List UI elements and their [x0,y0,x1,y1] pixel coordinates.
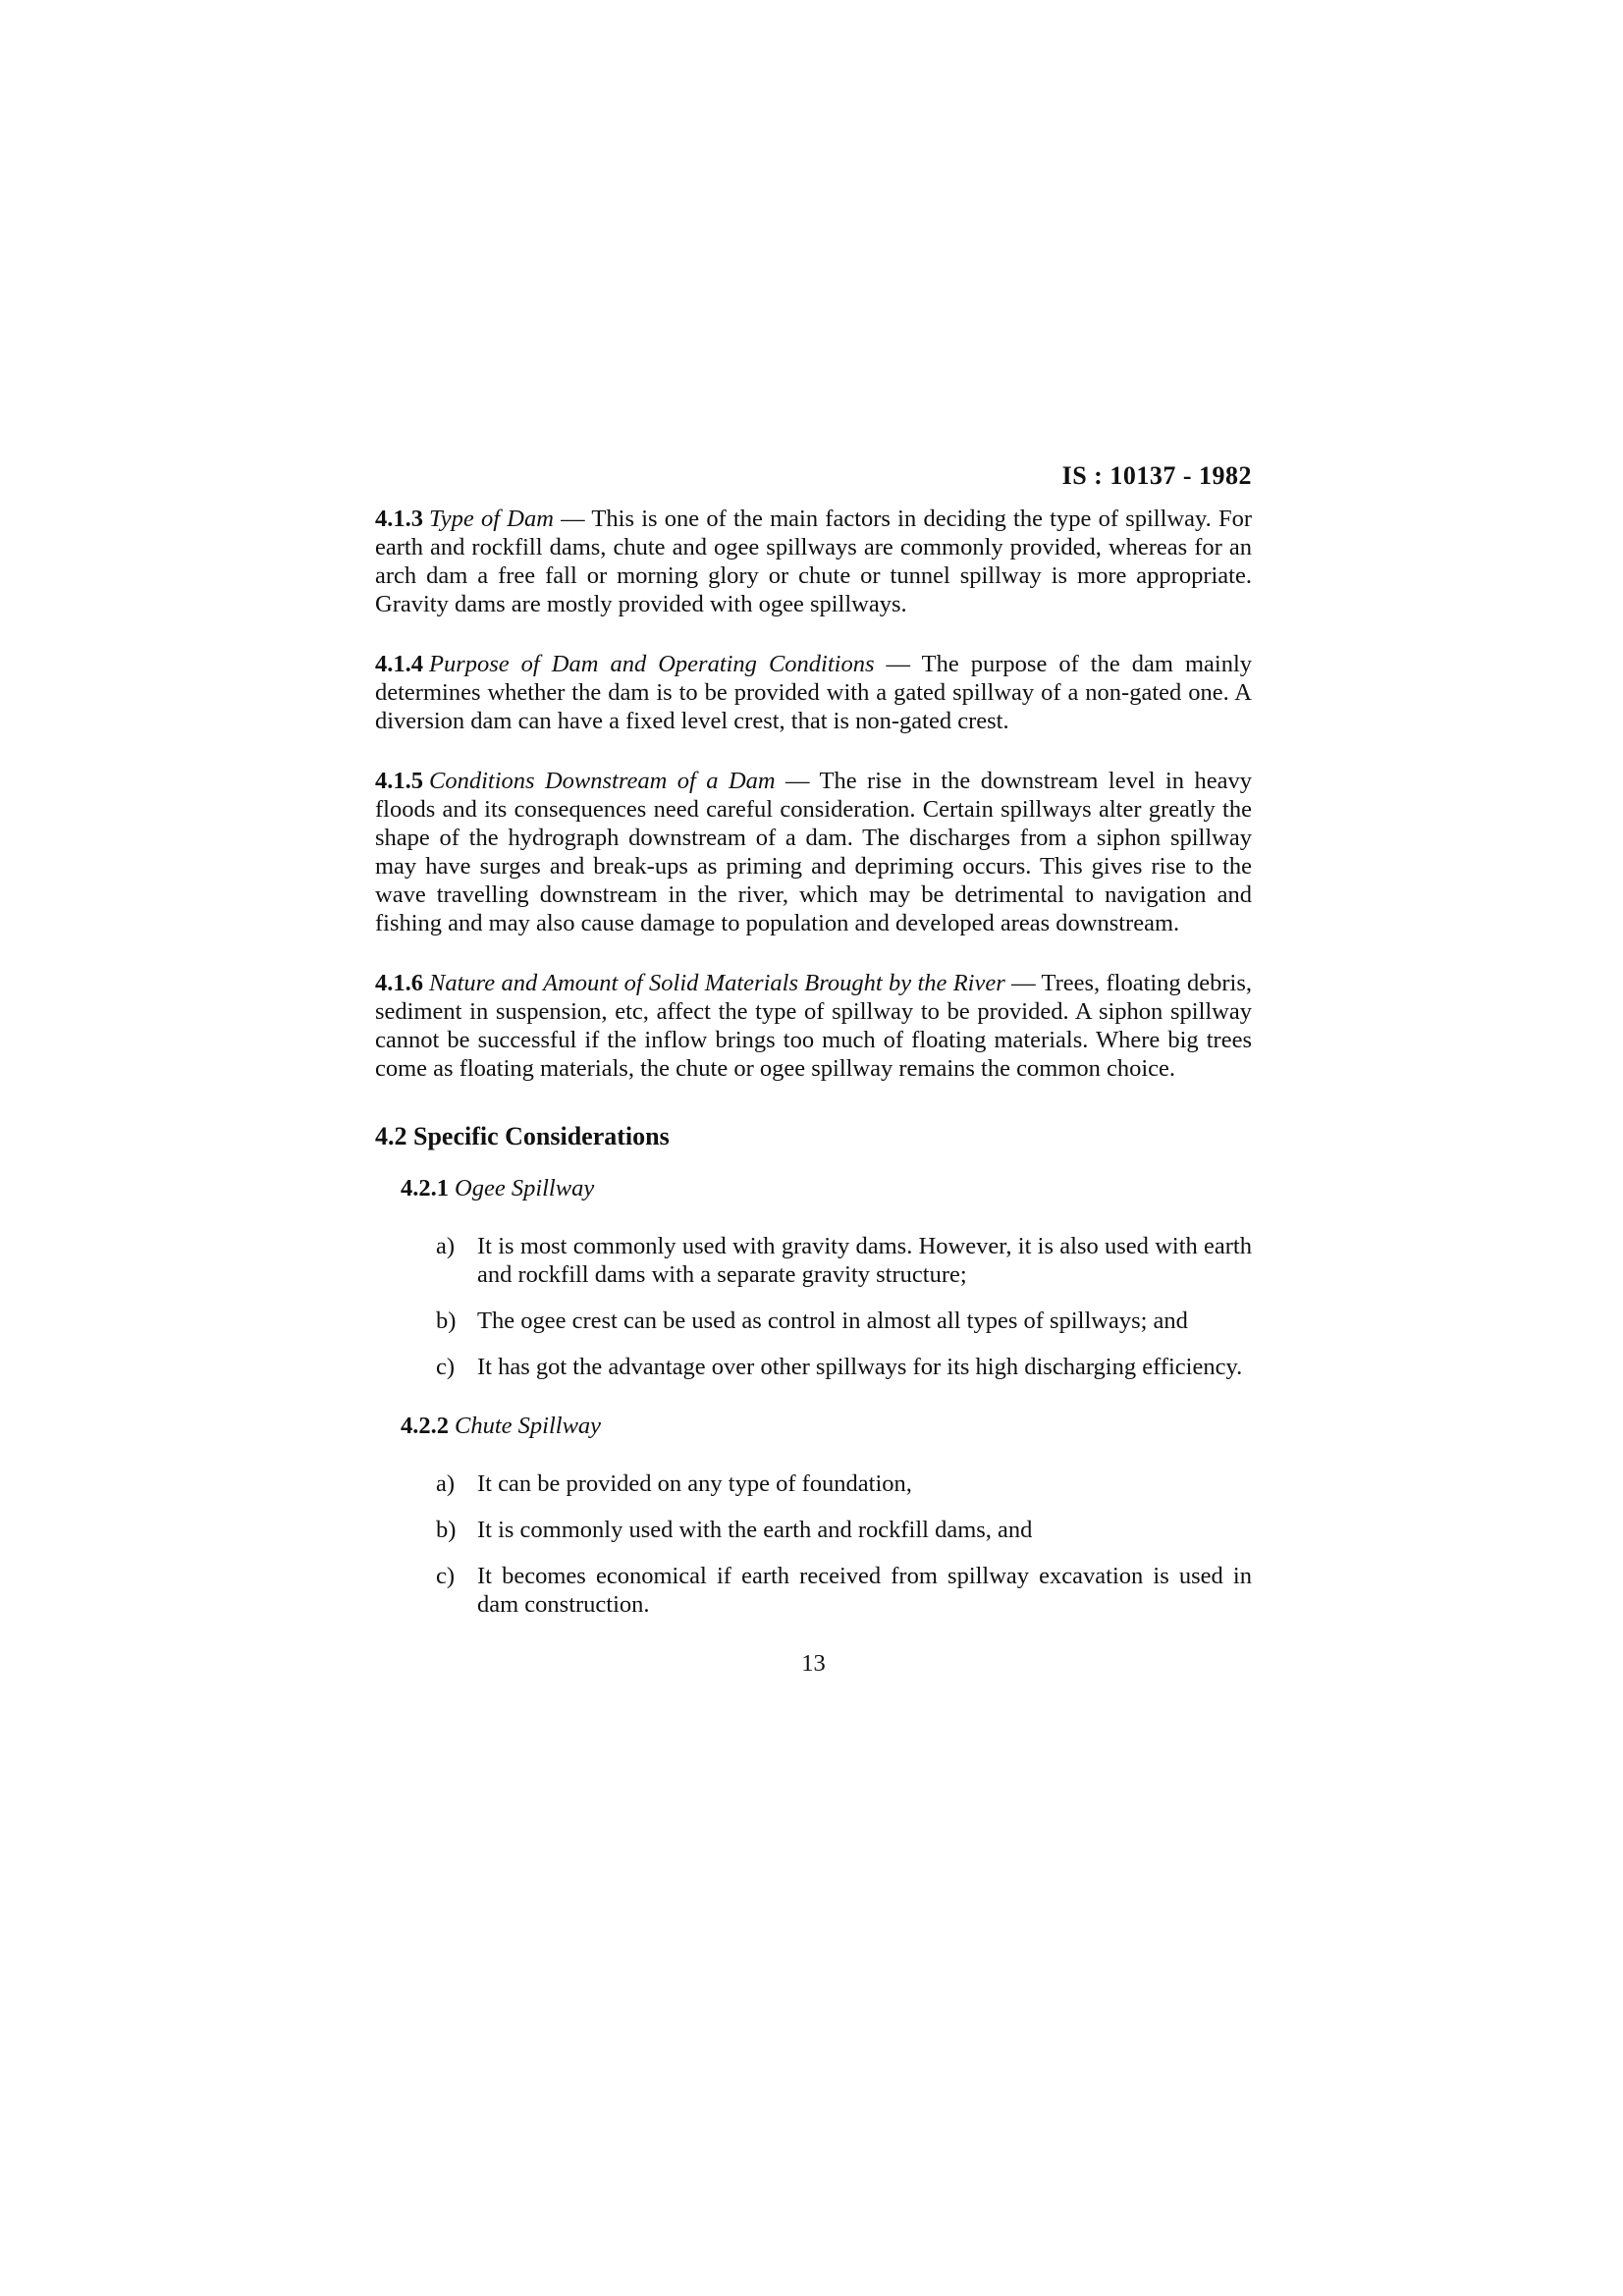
list-item-text: It is commonly used with the earth and rockfill dams, and [477,1517,1033,1543]
list-item [436,1232,1252,1289]
list-marker: a) [436,1470,456,1497]
clause-title: Nature and Amount of Solid Materials Brought by the River [429,970,1005,996]
clause-4-1-6 [375,969,1252,1083]
clause-title: Type of Dam [429,506,554,532]
clause-text: — The purpose of the dam mainly determines whether the dam is to be provided with a gated spillway of a non-gated one. A diversion dam can have a fixed level crest, that is non-gated crest. [375,651,1252,734]
section-title: Specific Considerations [413,1122,670,1150]
list-item-text: It has got the advantage over other spillways for its high discharging efficiency. [477,1354,1243,1380]
list-marker: a) [436,1233,456,1259]
list-item-text: It is most commonly used with gravity dams. However, it is also used with earth and rockfill dams with a separate gravity structure; [477,1233,1252,1288]
subsection-number: 4.2.1 [401,1175,449,1201]
list-item [436,1307,1252,1335]
list-marker: b) [436,1517,457,1543]
clause-title: Conditions Downstream of a Dam [429,768,776,794]
clause-text: — The rise in the downstream level in heavy floods and its consequences need careful consideration. Certain spillways alter greatly the shape of the hydrograph downstream of a dam. The discharges from a siphon spillway may have surges and break-ups as priming and depriming occurs. This gives rise to the wave travelling downstream in the river, which may be detrimental to navigation and fishing and may also cause damage to population and developed areas downstream. [375,768,1252,936]
section-heading-4-2 [375,1122,1252,1151]
chute-spillway-list [436,1469,1252,1619]
section-number: 4.2 [375,1122,407,1150]
list-marker: b) [436,1308,457,1334]
subsection-title: Ogee Spillway [455,1175,595,1201]
subsection-title: Chute Spillway [455,1413,602,1439]
list-marker: c) [436,1354,456,1380]
document-page [375,461,1252,1678]
clause-4-1-3 [375,505,1252,618]
page-number: 13 [801,1650,826,1677]
list-item-text: The ogee crest can be used as control in almost all types of spillways; and [477,1308,1188,1334]
subsection-heading-4-2-2 [401,1413,1252,1440]
clause-number: 4.1.4 [375,651,423,677]
list-item [436,1353,1252,1381]
clause-number: 4.1.3 [375,506,423,532]
list-item [436,1516,1252,1544]
list-marker: c) [436,1563,456,1589]
list-item [436,1562,1252,1619]
subsection-number: 4.2.2 [401,1413,449,1439]
clause-4-1-5 [375,767,1252,937]
clause-text: — This is one of the main factors in deciding the type of spillway. For earth and rockfill dams, chute and ogee spillways are commonly provided, whereas for an arch dam a free fall or morning glory or chute or tunnel spillway is more appropriate. Gravity dams are mostly provided with ogee spillways. [375,506,1252,617]
clause-title: Purpose of Dam and Operating Conditions [429,651,875,677]
clause-text: — Trees, floating debris, sediment in suspension, etc, affect the type of spillway to be provided. A siphon spillway cannot be successful if the inflow brings too much of floating materials. Where big trees come as floating materials, the chute or ogee spillway remains the common choice. [375,970,1253,1082]
ogee-spillway-list [436,1232,1252,1381]
document-header: IS : 10137 - 1982 [1061,461,1252,490]
clause-4-1-4 [375,650,1252,735]
subsection-heading-4-2-1 [401,1175,1252,1202]
list-item-text: It can be provided on any type of foundation, [477,1470,912,1497]
clause-number: 4.1.6 [375,970,423,996]
list-item-text: It becomes economical if earth received from spillway excavation is used in dam construction. [477,1563,1252,1618]
clause-number: 4.1.5 [375,768,423,794]
list-item [436,1469,1252,1498]
